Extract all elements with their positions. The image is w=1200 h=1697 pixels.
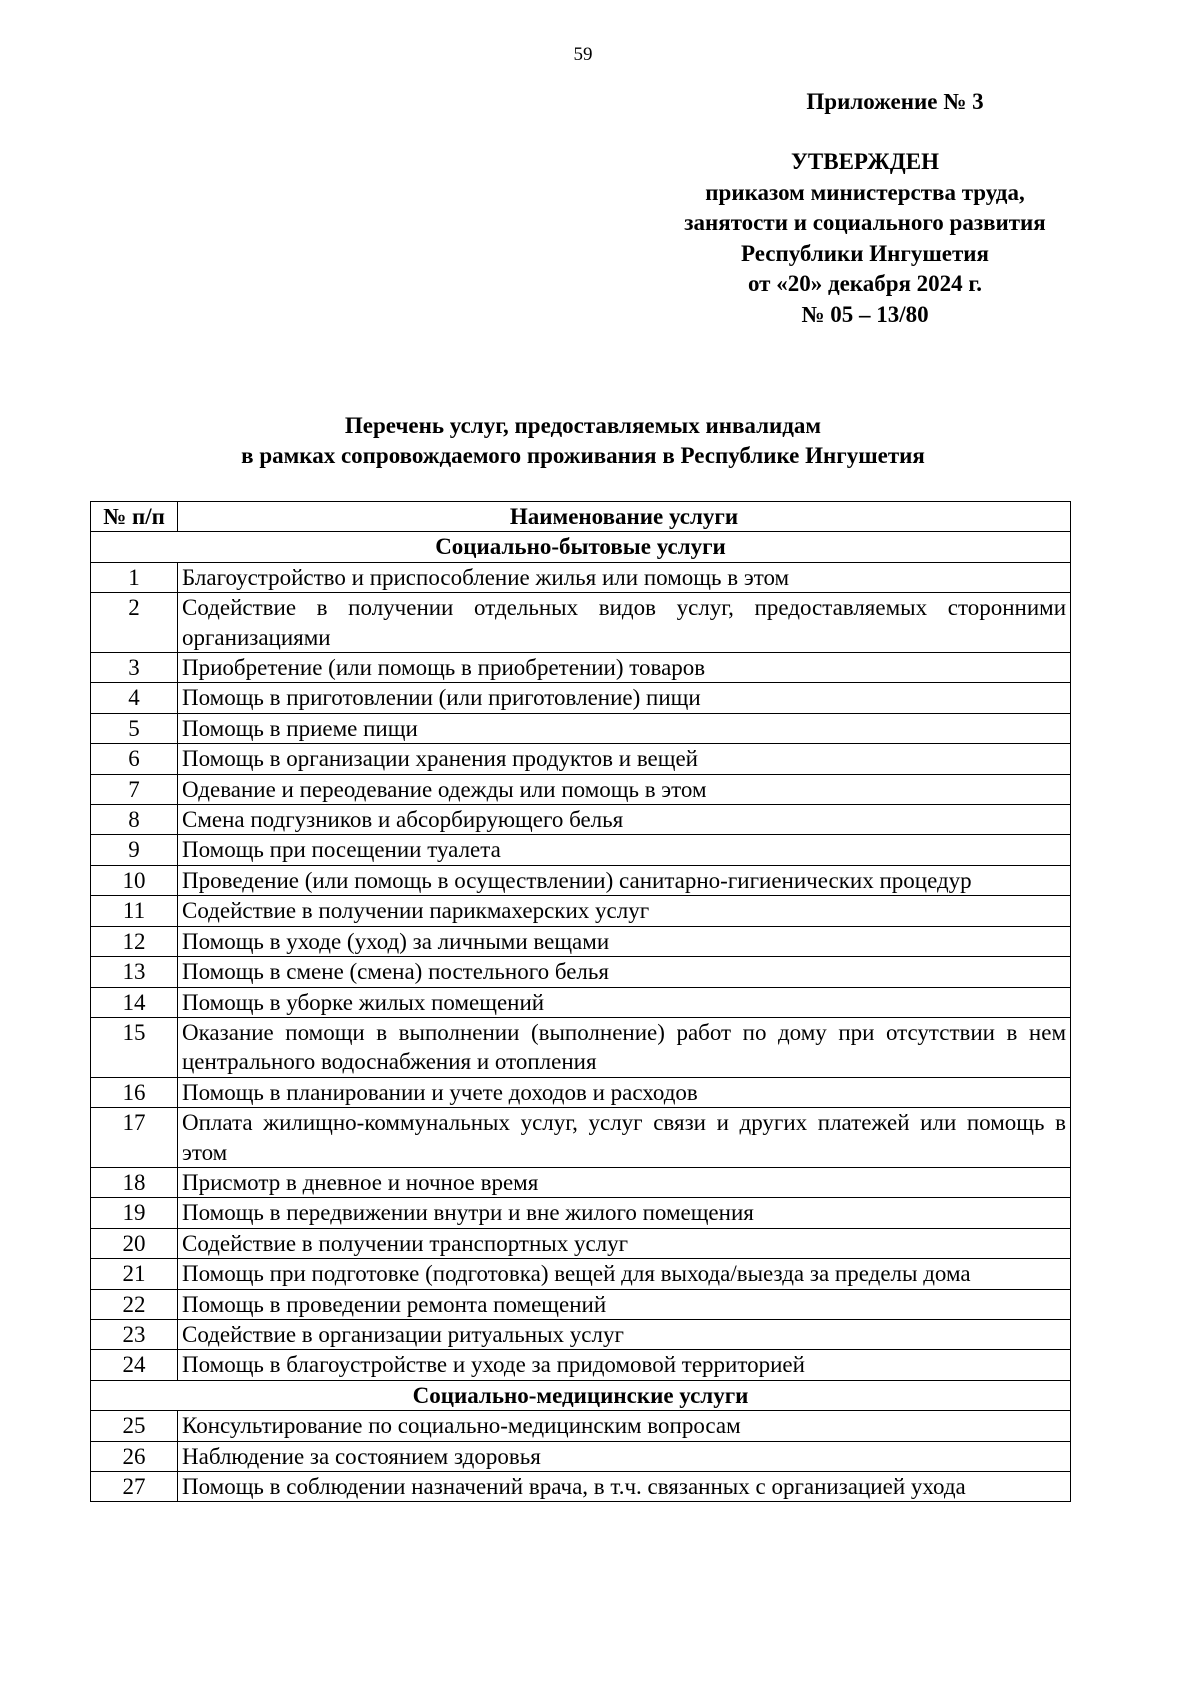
approval-line: Республики Ингушетия	[741, 240, 989, 266]
table-row	[91, 926, 1071, 956]
service-name: Проведение (или помощь в осуществлении) санитарно-гигиенических процедур	[178, 865, 1071, 895]
service-name: Благоустройство и приспособление жилья или помощь в этом	[178, 562, 1071, 592]
table-row	[91, 1350, 1071, 1380]
table-row	[91, 1259, 1071, 1289]
service-name: Консультирование по социально-медицинским вопросам	[178, 1411, 1071, 1441]
section-title: Социально-бытовые услуги	[91, 532, 1071, 562]
row-number: 15	[91, 1017, 178, 1077]
row-number: 17	[91, 1108, 178, 1168]
approval-line: приказом министерства труда,	[705, 179, 1025, 205]
row-number: 13	[91, 957, 178, 987]
service-name: Помощь в уборке жилых помещений	[178, 987, 1071, 1017]
row-number: 9	[91, 835, 178, 865]
service-name: Помощь в приготовлении (или приготовление) пищи	[178, 683, 1071, 713]
approval-block	[610, 147, 1120, 330]
service-name: Помощь в уходе (уход) за личными вещами	[178, 926, 1071, 956]
table-row	[91, 1077, 1071, 1107]
table-row	[91, 744, 1071, 774]
approval-line: занятости и социального развития	[684, 210, 1046, 235]
section-header-row	[91, 1380, 1071, 1410]
table-row	[91, 1319, 1071, 1349]
service-name: Содействие в организации ритуальных услуг	[178, 1319, 1071, 1349]
row-number: 1	[91, 562, 178, 592]
service-name: Наблюдение за состоянием здоровья	[178, 1441, 1071, 1471]
table-row	[91, 653, 1071, 683]
service-name: Помощь в благоустройстве и уходе за придомовой территорией	[178, 1350, 1071, 1380]
table-row	[91, 957, 1071, 987]
service-name: Помощь при посещении туалета	[178, 835, 1071, 865]
table-row	[91, 713, 1071, 743]
row-number: 18	[91, 1167, 178, 1197]
row-number: 27	[91, 1472, 178, 1502]
table-row	[91, 1441, 1071, 1471]
row-number: 11	[91, 896, 178, 926]
table-row	[91, 987, 1071, 1017]
document-title-line: Перечень услуг, предоставляемых инвалидам	[344, 413, 822, 438]
service-name: Помощь в соблюдении назначений врача, в т.ч. связанных с организацией ухода	[178, 1472, 1071, 1502]
row-number: 10	[91, 865, 178, 895]
service-name: Помощь при подготовке (подготовка) вещей для выхода/выезда за пределы дома	[178, 1259, 1071, 1289]
document-title-line: в рамках сопровождаемого проживания в Республике Ингушетия	[241, 443, 925, 468]
row-number: 8	[91, 805, 178, 835]
service-name: Смена подгузников и абсорбирующего белья	[178, 805, 1071, 835]
table-header-row	[91, 502, 1071, 532]
service-name: Помощь в передвижении внутри и вне жилого помещения	[178, 1198, 1071, 1228]
service-name: Помощь в планировании и учете доходов и расходов	[178, 1077, 1071, 1107]
row-number: 16	[91, 1077, 178, 1107]
table-row	[91, 805, 1071, 835]
row-number: 4	[91, 683, 178, 713]
section-header-row	[91, 532, 1071, 562]
approval-date: от «20» декабря 2024 г.	[747, 271, 983, 296]
table-row	[91, 1108, 1071, 1168]
table-row	[91, 1411, 1071, 1441]
row-number: 2	[91, 593, 178, 653]
service-name: Одевание и переодевание одежды или помощь в этом	[178, 774, 1071, 804]
row-number: 23	[91, 1319, 178, 1349]
header-service-name: Наименование услуги	[178, 502, 1071, 532]
section-title: Социально-медицинские услуги	[91, 1380, 1071, 1410]
service-name: Оплата жилищно-коммунальных услуг, услуг связи и других платежей или помощь в этом	[178, 1108, 1071, 1168]
table-row	[91, 896, 1071, 926]
row-number: 3	[91, 653, 178, 683]
table-row	[91, 835, 1071, 865]
service-name: Помощь в смене (смена) постельного белья	[178, 957, 1071, 987]
row-number: 19	[91, 1198, 178, 1228]
appendix-label: Приложение № 3	[806, 89, 984, 114]
row-number: 20	[91, 1228, 178, 1258]
service-name: Приобретение (или помощь в приобретении) товаров	[178, 653, 1071, 683]
row-number: 24	[91, 1350, 178, 1380]
header-number: № п/п	[91, 502, 178, 532]
services-table	[90, 501, 1071, 1502]
service-name: Содействие в получении отдельных видов услуг, предоставляемых сторонними организациями	[178, 593, 1071, 653]
table-row	[91, 683, 1071, 713]
table-row	[91, 1017, 1071, 1077]
service-name: Содействие в получении парикмахерских услуг	[178, 896, 1071, 926]
service-name: Помощь в организации хранения продуктов и вещей	[178, 744, 1071, 774]
table-body	[91, 532, 1071, 1502]
row-number: 6	[91, 744, 178, 774]
table-row	[91, 1198, 1071, 1228]
row-number: 25	[91, 1411, 178, 1441]
row-number: 26	[91, 1441, 178, 1471]
row-number: 21	[91, 1259, 178, 1289]
table-row	[91, 562, 1071, 592]
row-number: 7	[91, 774, 178, 804]
service-name: Содействие в получении транспортных услуг	[178, 1228, 1071, 1258]
document-title	[60, 411, 1106, 471]
table-row	[91, 1228, 1071, 1258]
row-number: 12	[91, 926, 178, 956]
table-row	[91, 1167, 1071, 1197]
page-number: 59	[573, 44, 593, 65]
service-name: Присмотр в дневное и ночное время	[178, 1167, 1071, 1197]
service-name: Оказание помощи в выполнении (выполнение) работ по дому при отсутствии в нем центрального водоснабжения и отопления	[178, 1017, 1071, 1077]
table-row	[91, 1289, 1071, 1319]
approval-number: № 05 – 13/80	[801, 301, 929, 327]
service-name: Помощь в проведении ремонта помещений	[178, 1289, 1071, 1319]
table-row	[91, 865, 1071, 895]
row-number: 14	[91, 987, 178, 1017]
table-row	[91, 774, 1071, 804]
service-name: Помощь в приеме пищи	[178, 713, 1071, 743]
approval-heading: УТВЕРЖДЕН	[791, 149, 939, 174]
table-row	[91, 1472, 1071, 1502]
table-row	[91, 593, 1071, 653]
row-number: 22	[91, 1289, 178, 1319]
row-number: 5	[91, 713, 178, 743]
